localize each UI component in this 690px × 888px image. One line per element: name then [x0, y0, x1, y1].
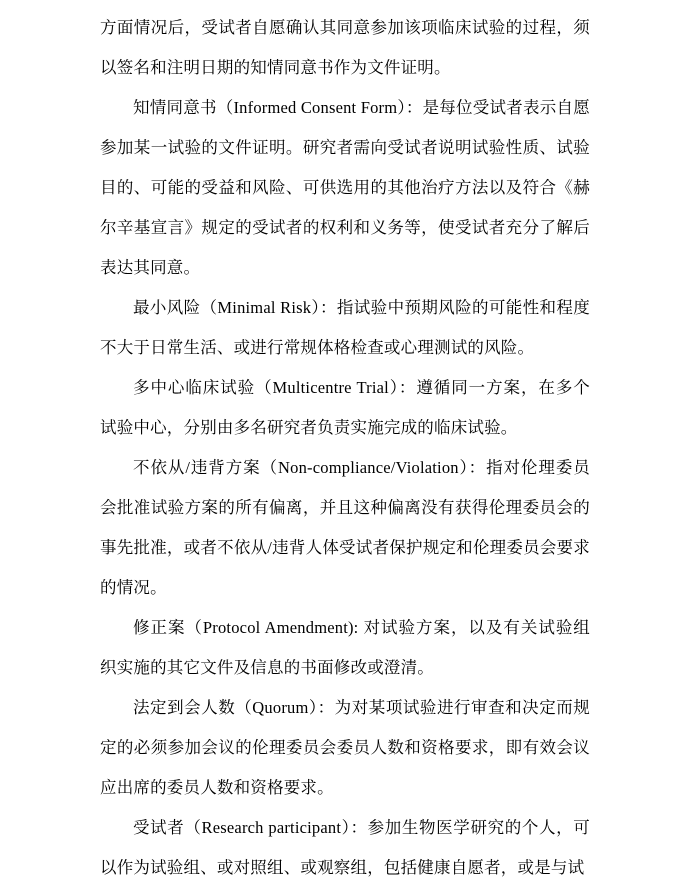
paragraph-quorum: 法定到会人数（Quorum）：为对某项试验进行审查和决定而规定的必须参加会议的伦理委员会委员人数和资格要求，即有效会议应出席的委员人数和资格要求。	[100, 698, 590, 797]
paragraph-multicentre-trial: 多中心临床试验（Multicentre Trial）：遵循同一方案，在多个试验中心，分别由多名研究者负责实施完成的临床试验。	[100, 378, 590, 437]
paragraph-minimal-risk: 最小风险（Minimal Risk）：指试验中预期风险的可能性和程度不大于日常生活、或进行常规体格检查或心理测试的风险。	[100, 298, 590, 357]
paragraph-protocol-amendment: 修正案（Protocol Amendment): 对试验方案，以及有关试验组织实施的其它文件及信息的书面修改或澄清。	[100, 618, 590, 677]
paragraph-non-compliance-violation: 不依从/违背方案（Non-compliance/Violation）：指对伦理委员会批准试验方案的所有偏离，并且这种偏离没有获得伦理委员会的事先批准，或者不依从/违背人体受试者保护规定和伦理委员会要求的情况。	[100, 458, 590, 597]
paragraph-research-participant: 受试者（Research participant）：参加生物医学研究的个人，可以作为试验组、或对照组、或观察组，包括健康自愿者，或是与试	[100, 818, 590, 877]
document-body	[100, 8, 590, 888]
paragraph-informed-consent-form: 知情同意书（Informed Consent Form）：是每位受试者表示自愿参加某一试验的文件证明。研究者需向受试者说明试验性质、试验目的、可能的受益和风险、可供选用的其他治疗方法以及符合《赫尔辛基宣言》规定的受试者的权利和义务等，使受试者充分了解后表达其同意。	[100, 98, 590, 277]
paragraph-continuation-informed-consent-process: 方面情况后，受试者自愿确认其同意参加该项临床试验的过程，须以签名和注明日期的知情同意书作为文件证明。	[100, 18, 590, 77]
